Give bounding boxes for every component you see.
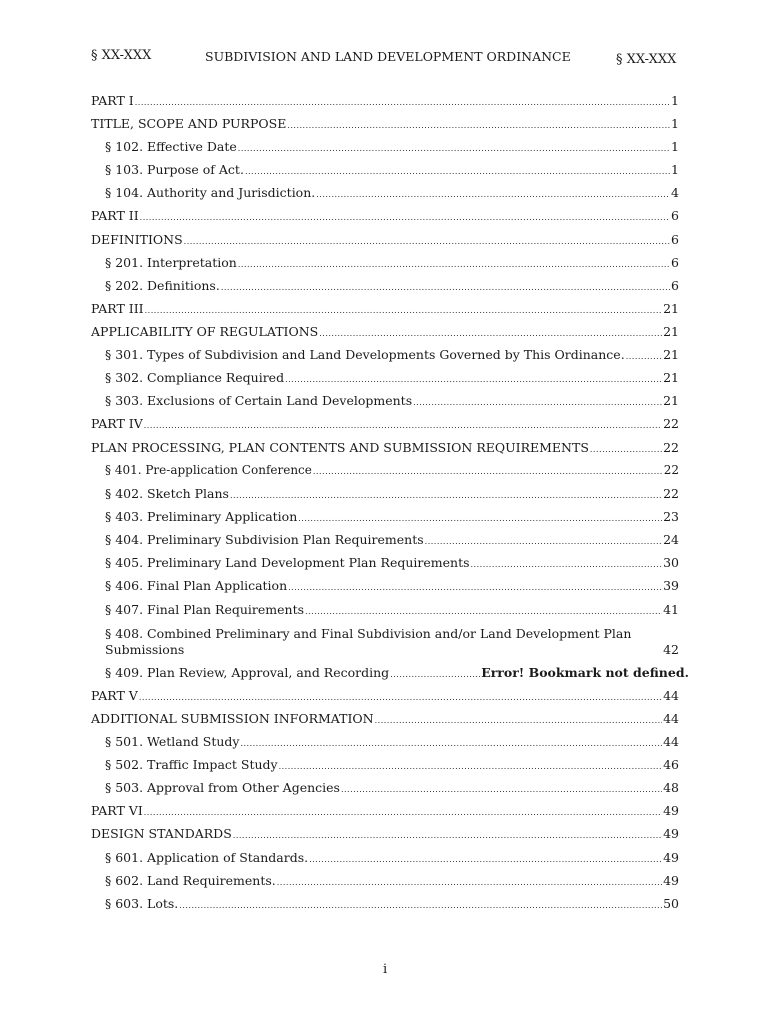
toc-entry-page: 22	[663, 440, 679, 455]
toc-entry-label: § 301. Types of Subdivision and Land Developments Governed by This Ordinance.	[105, 347, 625, 362]
toc-entry-501[interactable]	[105, 734, 679, 752]
toc-entry-page: 49	[663, 850, 679, 865]
dot-leader	[140, 213, 670, 222]
toc-entry-page: 4	[671, 185, 679, 200]
dot-leader	[390, 670, 480, 679]
toc-entry-label: § 502. Traffic Impact Study	[105, 757, 278, 772]
toc-entry-102[interactable]	[105, 139, 679, 157]
toc-entry-602[interactable]	[105, 873, 679, 891]
toc-entry-label: § 404. Preliminary Subdivision Plan Requirements	[105, 532, 424, 547]
toc-entry-page: 6	[671, 255, 679, 270]
dot-leader	[287, 121, 670, 130]
dot-leader	[288, 583, 662, 592]
dot-leader	[375, 716, 662, 725]
toc-entry-part-3[interactable]	[91, 301, 679, 319]
dot-leader	[144, 421, 662, 430]
toc-entry-label: PART II	[91, 208, 139, 223]
dot-leader	[240, 739, 662, 748]
toc-entry-label: § 303. Exclusions of Certain Land Developments	[105, 393, 413, 408]
toc-entry-page: 22	[663, 463, 679, 477]
toc-entry-applicability[interactable]	[91, 324, 679, 342]
toc-entry-page: 22	[663, 486, 679, 501]
toc-entry-part-2[interactable]	[91, 208, 679, 226]
toc-entry-label: § 602. Land Requirements.	[105, 873, 276, 888]
dot-leader	[319, 329, 662, 338]
toc-entry-406[interactable]	[105, 578, 679, 596]
toc-entry-404[interactable]	[105, 532, 679, 550]
toc-entry-page: 21	[663, 370, 679, 385]
toc-entry-label-line2: Submissions	[105, 642, 185, 657]
toc-entry-403[interactable]	[105, 509, 679, 527]
toc-entry-page: 49	[663, 873, 679, 888]
toc-entry-page: 48	[663, 780, 679, 795]
dot-leader	[305, 607, 662, 616]
toc-entry-label: § 409. Plan Review, Approval, and Recording	[105, 665, 390, 680]
bookmark-error-text: Error! Bookmark not defined.	[481, 665, 689, 680]
toc-entry-502[interactable]	[105, 757, 679, 775]
toc-entry-page: 1	[671, 93, 679, 108]
dot-leader	[145, 306, 662, 315]
dot-leader	[135, 98, 670, 107]
dot-leader	[233, 831, 662, 840]
dot-leader	[341, 785, 662, 794]
toc-entry-label: ADDITIONAL SUBMISSION INFORMATION	[91, 711, 374, 726]
toc-entry-label: § 103. Purpose of Act.	[105, 162, 244, 177]
toc-entry-label: § 104. Authority and Jurisdiction.	[105, 185, 316, 200]
toc-entry-409[interactable]	[105, 665, 689, 683]
header-section-left: § XX-XXX	[91, 48, 152, 63]
toc-entry-design-standards[interactable]	[91, 826, 679, 844]
dot-leader	[590, 445, 662, 454]
toc-entry-part-5[interactable]	[91, 688, 679, 706]
toc-entry-label: § 405. Preliminary Land Development Plan Requirements	[105, 555, 470, 570]
toc-entry-601[interactable]	[105, 850, 679, 868]
toc-entry-part-1[interactable]	[91, 93, 679, 111]
toc-entry-405[interactable]	[105, 555, 679, 573]
toc-entry-page: 44	[663, 688, 679, 703]
dot-leader	[413, 398, 662, 407]
toc-entry-label: § 403. Preliminary Application	[105, 509, 298, 524]
toc-entry-page: 21	[663, 301, 679, 316]
toc-entry-page: 1	[671, 139, 679, 154]
toc-entry-label: PART IV	[91, 416, 143, 431]
toc-entry-page: 6	[671, 208, 679, 223]
toc-entry-page: 49	[663, 826, 679, 841]
toc-entry-page: 23	[663, 509, 679, 524]
toc-entry-label: PART I	[91, 93, 134, 108]
toc-entry-part-4[interactable]	[91, 416, 679, 434]
toc-entry-label: APPLICABILITY OF REGULATIONS	[91, 324, 319, 339]
dot-leader	[425, 537, 662, 546]
toc-entry-plan-processing[interactable]	[91, 440, 679, 458]
toc-entry-302[interactable]	[105, 370, 679, 388]
toc-entry-additional-submission[interactable]	[91, 711, 679, 729]
toc-entry-page: 6	[671, 232, 679, 247]
toc-entry-part-6[interactable]	[91, 803, 679, 821]
header-section-right: § XX-XXX	[616, 52, 677, 67]
toc-entry-label-line1: § 408. Combined Preliminary and Final Subdivision and/or Land Development Plan	[105, 626, 632, 641]
header-title: SUBDIVISION AND LAND DEVELOPMENT ORDINANCE	[205, 49, 571, 64]
toc-entry-title-scope-purpose[interactable]	[91, 116, 679, 134]
toc-entry-label: PLAN PROCESSING, PLAN CONTENTS AND SUBMISSION REQUIREMENTS	[91, 440, 589, 455]
toc-entry-page: 30	[663, 555, 679, 570]
toc-entry-label: § 402. Sketch Plans	[105, 486, 229, 501]
toc-entry-label: § 603. Lots.	[105, 896, 179, 911]
dot-leader	[230, 491, 662, 500]
toc-entry-label: DEFINITIONS	[91, 232, 183, 247]
dot-leader	[139, 693, 662, 702]
toc-entry-label: § 503. Approval from Other Agencies	[105, 780, 340, 795]
toc-entry-label: PART V	[91, 688, 138, 703]
toc-entry-page: 39	[663, 578, 679, 593]
toc-entry-page: 44	[663, 734, 679, 749]
toc-entry-407[interactable]	[105, 602, 679, 620]
toc-entry-label: § 406. Final Plan Application	[105, 578, 288, 593]
toc-entry-page: 1	[671, 116, 679, 131]
toc-entry-page: 1	[671, 162, 679, 177]
toc-entry-202[interactable]	[105, 278, 679, 296]
toc-entry-503[interactable]	[105, 780, 679, 798]
toc-entry-page: 50	[663, 896, 679, 911]
dot-leader	[309, 855, 662, 864]
dot-leader	[238, 260, 670, 269]
toc-entry-page: 21	[663, 324, 679, 339]
toc-entry-page: 22	[663, 416, 679, 431]
dot-leader	[285, 375, 662, 384]
toc-entry-page: 6	[671, 278, 679, 293]
dot-leader	[144, 808, 662, 817]
toc-entry-page: 24	[663, 532, 679, 547]
toc-entry-label: § 407. Final Plan Requirements	[105, 602, 305, 617]
toc-entry-label: PART III	[91, 301, 144, 316]
toc-entry-page: 21	[663, 347, 679, 362]
dot-leader	[184, 237, 670, 246]
toc-entry-label: TITLE, SCOPE AND PURPOSE	[91, 116, 287, 131]
toc-entry-402[interactable]	[105, 486, 679, 504]
dot-leader	[279, 762, 663, 771]
toc-entry-label: § 501. Wetland Study	[105, 734, 240, 749]
dot-leader	[221, 283, 670, 292]
toc-entry-201[interactable]	[105, 255, 679, 273]
toc-entry-303[interactable]	[105, 393, 679, 411]
toc-entry-page: 49	[663, 803, 679, 818]
toc-entry-label: DESIGN STANDARDS	[91, 826, 232, 841]
dot-leader	[316, 190, 670, 199]
toc-entry-301[interactable]	[105, 347, 679, 365]
toc-entry-page: 21	[663, 393, 679, 408]
toc-entry-label: § 601. Application of Standards.	[105, 850, 309, 865]
dot-leader	[298, 514, 662, 523]
toc-entry-401[interactable]	[105, 463, 679, 481]
toc-entry-103[interactable]	[105, 162, 679, 180]
dot-leader	[626, 352, 662, 361]
toc-entry-104[interactable]	[105, 185, 679, 203]
toc-entry-label: § 201. Interpretation	[105, 255, 237, 270]
toc-entry-408[interactable]	[105, 626, 679, 658]
dot-leader	[245, 167, 670, 176]
page-number: i	[383, 962, 388, 977]
toc-entry-603[interactable]	[105, 896, 679, 914]
toc-entry-label: § 202. Definitions.	[105, 278, 220, 293]
toc-entry-page: 44	[663, 711, 679, 726]
toc-entry-label: § 401. Pre-application Conference	[105, 463, 312, 477]
dot-leader	[179, 901, 662, 910]
toc-entry-page: 41	[663, 602, 679, 617]
dot-leader	[277, 878, 662, 887]
toc-entry-page: 42	[663, 642, 679, 657]
toc-entry-label: § 102. Effective Date	[105, 139, 237, 154]
dot-leader	[238, 144, 670, 153]
dot-leader	[471, 560, 663, 569]
toc-entry-page: 46	[663, 757, 679, 772]
toc-entry-label: § 302. Compliance Required	[105, 370, 285, 385]
toc-entry-label: PART VI	[91, 803, 143, 818]
dot-leader	[313, 467, 663, 476]
toc-entry-definitions[interactable]	[91, 232, 679, 250]
